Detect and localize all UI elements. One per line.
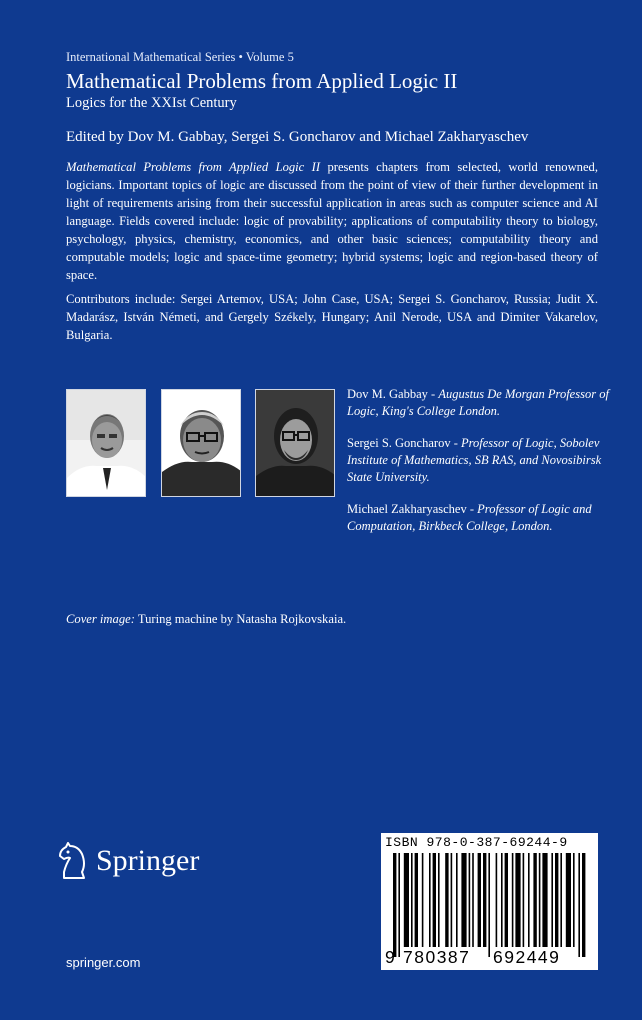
barcode-bar <box>528 853 530 947</box>
book-title: Mathematical Problems from Applied Logic II <box>66 69 458 93</box>
barcode-bars <box>389 853 589 961</box>
barcode-bar <box>415 853 418 947</box>
barcode-bar <box>451 853 453 947</box>
barcode-bar <box>411 853 413 947</box>
photo-zakharyaschev <box>255 389 335 497</box>
barcode-left-digits: 780387 <box>403 947 471 967</box>
springer-logo <box>56 842 199 880</box>
barcode-bar <box>469 853 471 947</box>
book-subtitle: Logics for the XXIst Century <box>66 95 237 111</box>
barcode-bar <box>542 853 547 947</box>
barcode-bar <box>551 853 553 947</box>
barcode-bar <box>438 853 440 947</box>
barcode-bar <box>483 853 486 947</box>
description-text: presents chapters from selected, world renowned, logicians. Important topics of logic are discussed from the point of view of their further development in light of requirements arising from their successful application in areas such as computer science and AI language. Fields covered include: logic of provability; applications of computability theory to biology, psychology, physics, chemistry, economics, and other basic sciences; computability theory and computable models; logic and space-time geometry; hybrid systems; logic and region-based theory of space. <box>66 160 599 282</box>
barcode-bar <box>533 853 536 947</box>
barcode-bar <box>488 853 490 957</box>
photo-goncharov <box>161 389 241 497</box>
barcode-right-digits: 692449 <box>493 947 561 967</box>
barcode-bar <box>422 853 424 947</box>
barcode-bar <box>461 853 466 947</box>
barcode-bar <box>539 853 541 947</box>
description <box>66 158 598 284</box>
barcode-bar <box>555 853 558 947</box>
barcode-bar <box>515 853 520 947</box>
bio-goncharov: Sergei S. Goncharov - Professor of Logic, Sobolev Institute of Mathematics, SB RAS, and Novosibirsk State University. <box>347 436 602 484</box>
editors-line: Edited by Dov M. Gabbay, Sergei S. Goncharov and Michael Zakharyaschev <box>66 129 529 145</box>
barcode-bar <box>582 853 585 957</box>
barcode-bar <box>523 853 525 947</box>
contributors: Contributors include: Sergei Artemov, USA; John Case, USA; Sergei S. Goncharov, Russia; Judit X. Madarász, István Németi, and Gergely Székely, Hungary; Anil Nerode, USA and Dimiter Vakarelov, Bulgaria. <box>66 292 598 342</box>
bio-zakharyaschev: Michael Zakharyaschev - Professor of Logic and Computation, Birkbeck College, London. <box>347 502 592 533</box>
barcode-bar <box>505 853 508 947</box>
barcode-bar <box>472 853 474 947</box>
barcode-bar <box>404 853 409 947</box>
isbn-text: ISBN 978-0-387-69244-9 <box>385 835 568 850</box>
barcode-bar <box>445 853 448 947</box>
barcode-bar <box>566 853 571 947</box>
springer-wordmark: Springer <box>96 844 200 877</box>
description-title: Mathematical Problems from Applied Logic II <box>66 160 321 174</box>
series-line: International Mathematical Series • Volume 5 <box>66 50 294 64</box>
barcode-bar <box>456 853 458 947</box>
barcode-bar <box>501 853 503 947</box>
barcode <box>381 833 598 970</box>
editor-bios <box>347 386 609 550</box>
barcode-bar <box>429 853 431 947</box>
barcode-first-digit: 9 <box>385 947 395 967</box>
barcode-bar <box>578 853 580 957</box>
barcode-bar <box>433 853 436 947</box>
photo-gabbay <box>66 389 146 497</box>
barcode-bar <box>573 853 575 947</box>
barcode-bar <box>398 853 400 957</box>
knight-icon <box>56 842 90 880</box>
barcode-bar <box>393 853 396 957</box>
barcode-bar <box>560 853 562 947</box>
cover-credit: Cover image: Turing machine by Natasha Rojkovskaia. <box>66 612 347 626</box>
publisher-url[interactable]: springer.com <box>66 955 141 970</box>
barcode-bar <box>478 853 481 947</box>
bio-gabbay: Dov M. Gabbay - Augustus De Morgan Professor of Logic, King's College London. <box>347 387 609 418</box>
barcode-bar <box>512 853 514 947</box>
barcode-bar <box>496 853 498 947</box>
